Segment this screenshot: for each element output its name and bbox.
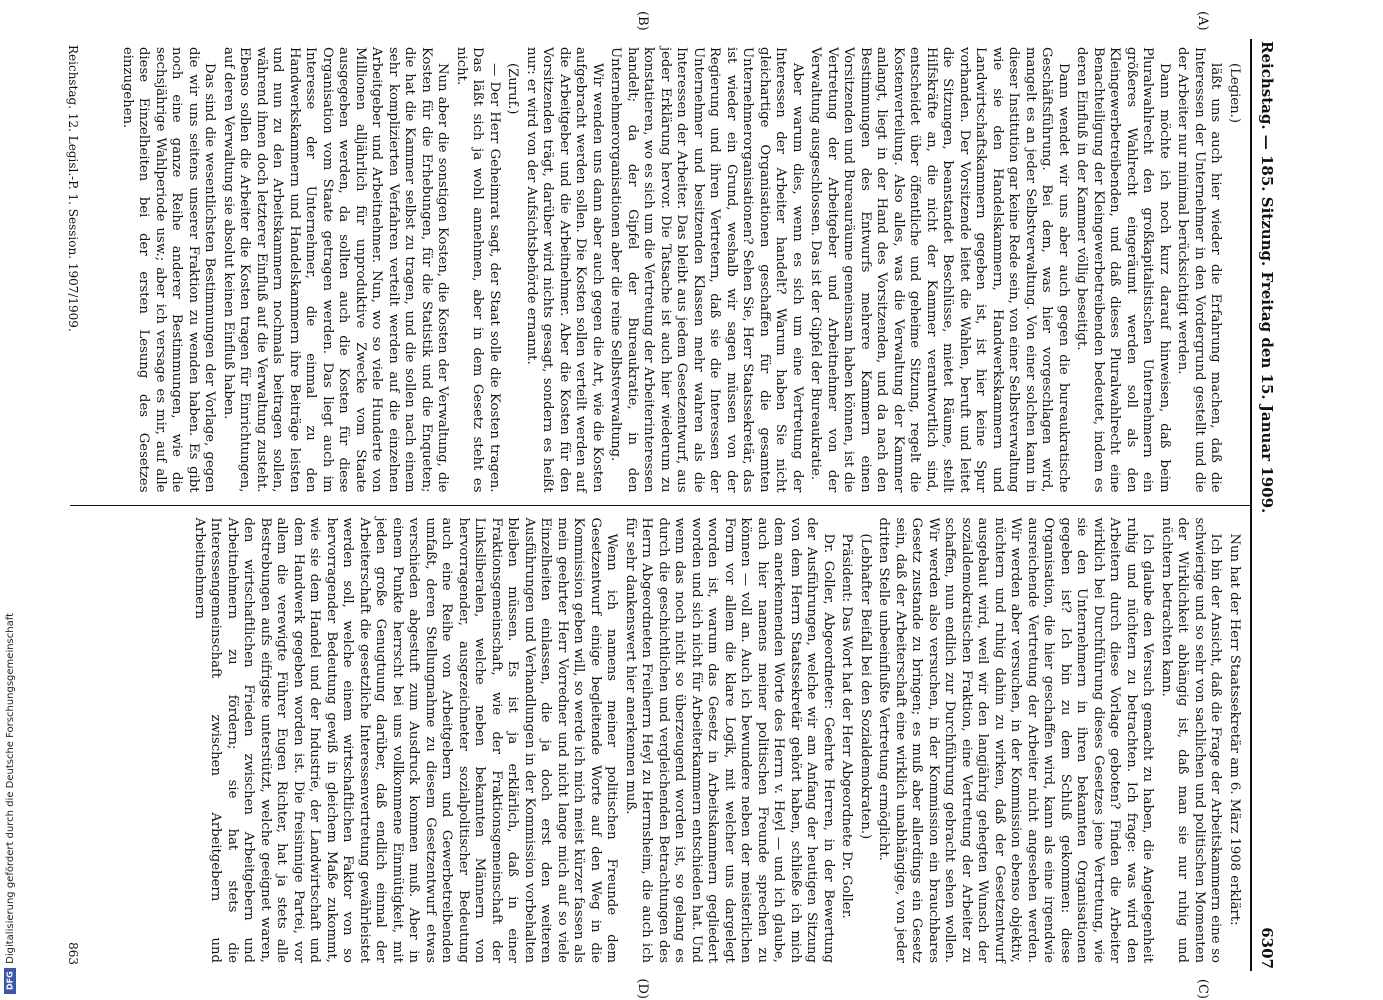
margin-mark-a: (A) (1195, 11, 1210, 31)
scanned-page-wrapper (30, 11, 1290, 999)
margin-mark-d: (D) (635, 978, 650, 999)
header-title: Reichstag. — 185. Sitzung. Freitag den 15. Januar 1909. (1258, 41, 1276, 514)
paragraph: Ich bin der Ansicht, daß die Frage der Arbeitskammern eine so schwierige und so sehr von sachlichen und politischen Momenten der Wirklichkeit abhängig ist, daß man sie nur ruhig und nüchtern betrachten kann. (1159, 517, 1224, 963)
credit-text: Digitalisierung gefördert durch die Deutsche Forschungsgemeinschaft (4, 613, 16, 964)
header-rule (1250, 39, 1252, 971)
page-number: 6307 (1258, 927, 1276, 969)
paragraph: Präsident: Das Wort hat der Herr Abgeordnete Dr. Goller. (839, 533, 855, 919)
page-header (1252, 35, 1280, 975)
paragraph: Nun hat der Herr Staatssekretär am 6. März 1908 erklärt: (1227, 533, 1242, 926)
paragraph: Dr. Goller, Abgeordneter: Geehrte Herren, in der Bewertung der Ausführungen, welche wir am Anfang der heutigen Sitzung von dem Herrn Staatssekretär gehört haben, schließe ich mich dem anerkennenden Worte des Herrn v. Heyl — und ich glaube, auch hier namens meiner politischen Freunde sprechen zu können — voll an. Auch ich bewundere neben der meisterlichen Form vor allem die klare Logik, mit welcher uns dargelegt worden ist, warum das Gesetz in Arbeitskammern gegliedert worden und sich nicht für Arbeiterkammern entschieden hat. Und wenn das noch nicht so überzeugend worden ist, so gelang es durch die geschichtlichen und vergleichenden Betrachtungen des Herrn Abgeordneten Freiherrn Heyl zu Herrnsheim, die auch ich für sehr dankenswert hier anerkennen muß. (623, 517, 836, 963)
paragraph: Wenn ich namens meiner politischen Freunde dem Gesetzentwurf einige begleitende Worte auf den Weg in die Kommission geben will, so werde ich mich meist kürzer fassen als mein geehrter Herr Vorredner und nicht lange mich auf so viele Einzelheiten einlassen, die ja doch erst den weiteren Ausführungen und Verhandlungen in der Kommission vorbehalten bleiben müssen. Es ist ja erklärlich, daß in einer Fraktionsgemeinschaft, wie der Fraktionsgemeinschaft der Linksliberalen, welche neben bekannten Männern von hervorragender, ausgezeichneter sozialpolitischer Bedeutung auch eine Reihe von Arbeitgebern und Gewerbetreibenden umfaßt, deren Stellungnahme zu diesem Gesetzentwurf etwas verschieden abgestuft zum Ausdruck kommen muß. Aber in einem Punkte herrscht bei uns vollkommene Einmütigkeit, mit jeden große Genugtuung darüber, daß endlich einmal der Arbeiterschaft die gesetzliche Interessenvertretung gewährleistet werden soll, welche einem wirtschaftlichen Faktor von so hervorragender Bedeutung gewiß in gleichem Maße zukommt, wie sie dem Handel und der Industrie, der Landwirtschaft und dem Handwerk gegeben worden ist. Die freisinnige Partei, vor allem die verewigte Führer Eugen Richter, hat ja stets alle Bestrebungen aufs eifrigste unterstützt, welche geeignet waren, den wirtschaftlichen Frieden zwischen Arbeitgebern und Arbeitnehmern zu fördern; sie hat stets die Interessengemeinschaft zwischen Arbeitgebern und Arbeitnehmern (192, 517, 620, 963)
newspaper-page (40, 11, 1280, 999)
paragraph: (Lebhafter Beifall bei den Sozialdemokraten.) (858, 533, 873, 840)
dfg-logo: DFG (4, 968, 16, 994)
paragraph: Dann möchte ich noch kurz darauf hinweisen, daß beim Pluralwahlrecht den großkapitalistischen Unternehmern ein größeres Wahlrecht eingeräumt werden soll als den Kleingewerbetreibenden, und daß dieses Pluralwahlrecht eine Benachteiligung der Kleingewerbetreibenden bedeutet, indem es deren Einfluß in der Kammer völlig beseitigt. (1074, 47, 1172, 493)
text-columns (66, 11, 1250, 999)
paragraph: läßt uns auch hier wieder die Erfahrung machen, daß die Interessen der Unternehmer in den Vordergrund gestellt und die der Arbeiter nur minimal berücksichtigt werden. (1175, 47, 1224, 493)
right-column (70, 506, 1250, 976)
paragraph: Das sind die wesentlichsten Bestimmungen der Vorlage, gegen die wir uns seitens unserer Fraktion zu wenden haben. Es gibt noch eine ganze Reihe anderer Bestimmungen, wie die sechsjährige Wahlperiode usw.; aber ich versage es mir, auf alle diese Einzelheiten bei der ersten Lesung des Gesetzes einzugehen. (120, 47, 218, 493)
paragraph: Wir wenden uns dann aber auch gegen die Art, wie die Kosten aufgebracht werden sollen. Die Kosten sollen verteilt werden auf die Arbeitgeber und die Arbeitnehmer. Aber die Kosten für den Vorsitzenden trägt, darüber wird nichts gesagt, sondern es heißt nur: er wird von der Aufsichtsbehörde ernannt. (524, 47, 605, 493)
page-footer (66, 35, 80, 975)
paragraph: (Legien.) (1227, 63, 1242, 124)
paragraph: Ich glaube den Versuch gemacht zu haben, die Angelegenheit ruhig und nüchtern zu betrachten. Ich frage: was wird den Arbeitern durch diese Vorlage geboten? Finden die Arbeiter wirklich bei Durchführung dieses Gesetzes jene Vertretung, wie sie den Unternehmern in ihren bekannten Organisationen gegeben ist? Ich bin zu dem Schluß gekommen: diese Organisation, die hier geschaffen wird, kann als eine irgendwie ausreichende Vertretung der Arbeiter nicht angesehen werden. Wir werden aber versuchen, in der Kommission ebenso objektiv, nüchtern und ruhig dahin zu wirken, daß der Gesetzentwurf ausgebaut wird, weil wir den langjährig gehegten Wunsch der sozialdemokratischen Fraktion, eine Vertretung der Arbeiter zu schaffen, nun endlich zur Durchführung gebracht sehen wollen. Wir werden also versuchen, in der Kommission ein brauchbares Gesetz zustande zu bringen; es muß aber allerdings ein Gesetz sein, daß der Arbeiterschaft eine wirklich unabhängige, von jeder dritten Stelle unbeeinflußte Vertretung ermöglicht. (876, 517, 1156, 963)
digitization-credit (2, 0, 18, 1000)
paragraph: (Zuruf.) (505, 63, 521, 115)
paragraph: — Der Herr Geheimrat sagt, der Staat solle die Kosten tragen. Das läßt sich ja wohl annehmen, aber in dem Gesetz steht es nicht. (454, 47, 502, 493)
margin-mark-b: (B) (635, 11, 650, 31)
paragraph: Dann wendet wir uns aber auch gegen die bureaukratische Geschäftsführung. Bei dem, was hier vorgeschlagen wird, mangelt es an jeder Selbstverwaltung. Von einer solchen kann in dieser Institution gar keine Rede sein, von einer Selbstverwaltung wie sie den Handelskammern, Handwerkskammern und Landwirtschaftskammern gegeben ist, ist hier keine Spur vorhanden. Der Vorsitzende leitet die Wahlen, beruft und leitet die Sitzungen, beanstandet Beschlüsse, mietet Räume, stellt Hilfskräfte an, die nicht der Kammer verantwortlich sind, entscheidet über öffentliche und geheime Sitzung, regelt die Kostenverteilung. Also alles, was die Verwaltung der Kammer anlangt, liegt in der Hand des Vorsitzenden, und da nach den Bestimmungen des Entwurfs mehrere Kammern einen Vorsitzenden und Bureauräume gemeinsam haben können, ist die Vertretung der Arbeitgeber und Arbeitnehmer von der Verwaltung ausgeschlossen. Das ist der Gipfel der Bureaukratie. (808, 47, 1071, 493)
margin-mark-c: (C) (1195, 978, 1210, 999)
left-column (70, 35, 1250, 505)
footer-right: 863 (66, 942, 80, 965)
paragraph: Nun aber die sonstigen Kosten, die Kosten der Verwaltung, die Kosten für die Erhebungen, für die Statistik und die Enqueten; die hat die Kammer selbst zu tragen, und die sollen nach einem sehr komplizierten Verfahren verteilt werden auf die einzelnen Arbeitgeber und Arbeitnehmer. Nun, wo so viele Hunderte von Millionen alljährlich für unproduktive Zwecke vom Staate ausgegeben werden, da sollten auch die Kosten für diese Organisation vom Staate getragen werden. Das liegt auch im Interesse der Unternehmer, die einmal zu den Handwerkskammern und Handelskammern ihre Beiträge leisten und nun zu den Arbeitskammern nochmals beitragen sollen, während ihnen doch letzterer Einfluß auf die Verwaltung zusteht. Ebenso sollen die Arbeiter die Kosten tragen für Einrichtungen, auf deren Verwaltung sie absolut keinen Einfluß haben. (221, 47, 451, 493)
footer-left: Reichstag. 12. Legisl.-P. 1. Session. 1907/1909. (66, 45, 80, 332)
paragraph: Aber warum dies, wenn es sich um eine Vertretung der Interessen der Arbeiter handelt? Warum haben Sie nicht gleichartige Organisationen geschaffen für die gesamten Unternehmerorganisationen? Sehen Sie, Herr Staatssekretär, das ist wieder ein Grund, weshalb wir sagen müssen von der Regierung und ihren Vertretern, daß sie die Interessen der Unternehmer und besitzenden Klassen mehr wahren als die Interessen der Arbeiter. Das bleibt aus jedem Gesetzentwurf, aus jeder Erklärung hervor. Die Tatsache ist auch hier wiederum zu konstatieren, wo es sich um die Vertretung der Arbeiterinteressen handelt; da der Gipfel der Bureaukratie, in den Unternehmerorganisationen aber die reine Selbstverwaltung. (608, 47, 805, 493)
